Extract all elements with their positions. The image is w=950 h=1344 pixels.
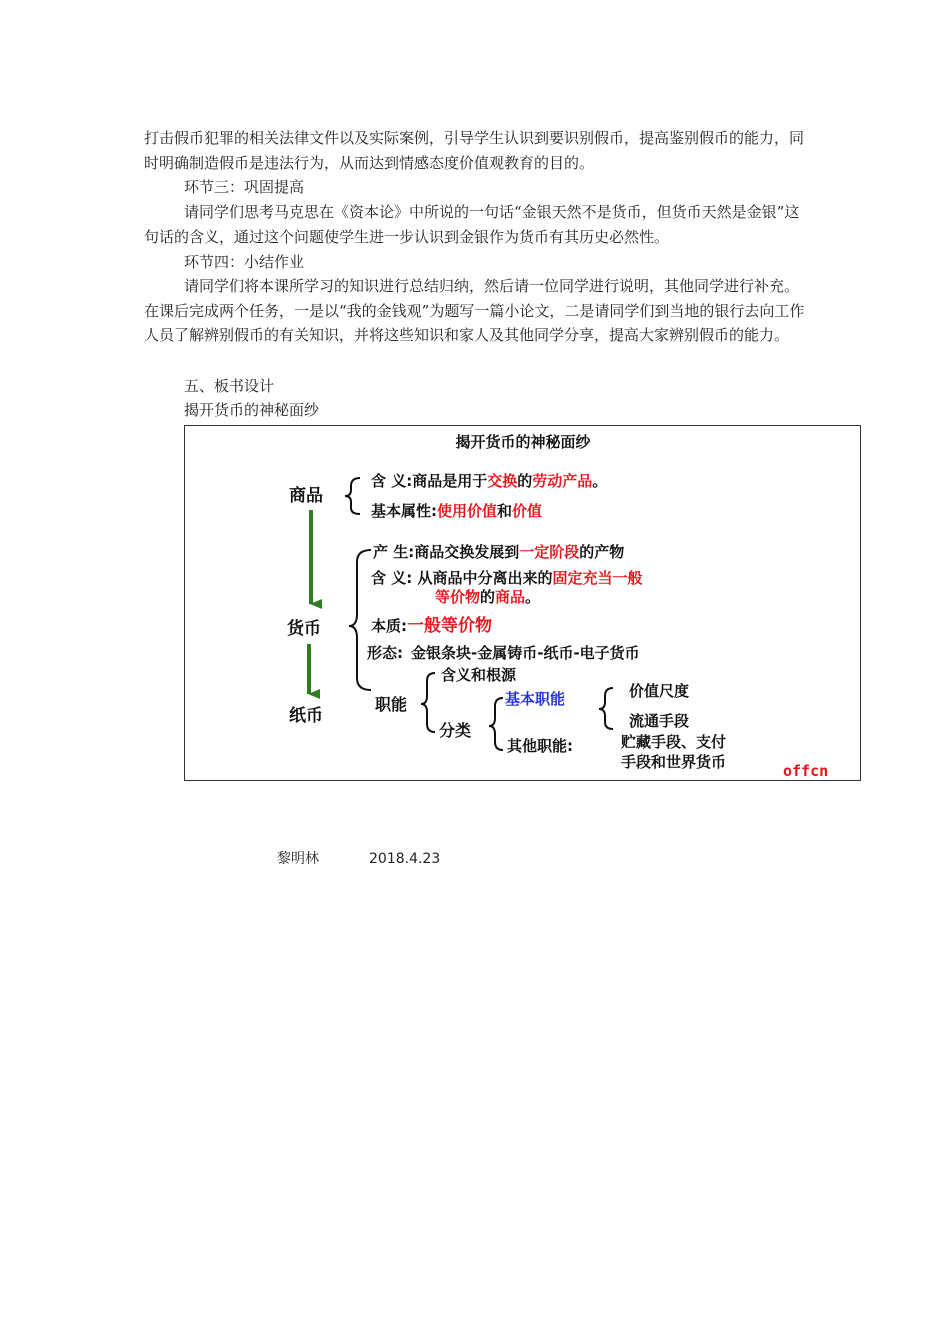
- commodity-attributes: 基本属性:使用价值和价值: [371, 502, 543, 520]
- brace-commodity: [345, 478, 360, 514]
- mind-map: [185, 426, 862, 782]
- paragraph-anti-counterfeit: 打击假币犯罪的相关法律文件以及实际案例，引导学生认识到要识别假币，提高鉴别假币的能力，同时明确制造假币是违法行为，从而达到情感态度价值观教育的目的。: [144, 129, 805, 172]
- value-measure: 价值尺度: [629, 682, 690, 700]
- signature-date: 2018.4.23: [369, 851, 441, 867]
- board-title: 揭开货币的神秘面纱: [455, 433, 591, 451]
- section-4-title: 环节四：小结作业: [184, 253, 305, 271]
- money-meaning-cont: 等价物的商品。: [435, 588, 541, 606]
- section-5-title: 五、板书设计: [184, 377, 275, 395]
- basic-functions: 基本职能: [505, 690, 566, 708]
- brace-functions: [421, 673, 435, 732]
- other-functions: 其他职能:: [507, 737, 573, 755]
- blackboard-design-diagram: [184, 425, 861, 781]
- money-essence: 本质:一般等价物: [371, 616, 493, 636]
- node-money: 货币: [287, 619, 321, 639]
- paragraph-summary-homework: 请同学们将本课所学习的知识进行总结归纳，然后请一位同学进行说明，其他同学进行补充。在课后完成两个任务，一是以“我的金钱观”为题写一篇小论文，二是请同学们到当地的银行去向工作人员了解辨别假币的有关知识，并将这些知识和家人及其他同学分享，提高大家辨别假币的能力。: [144, 277, 805, 344]
- circulation-means: 流通手段: [629, 712, 690, 730]
- section-3-title: 环节三：巩固提高: [184, 178, 305, 196]
- money-meaning: 含 义: 从商品中分离出来的固定充当一般: [371, 569, 643, 587]
- money-forms: 形态: 金银条块-金属铸币-纸币-电子货币: [367, 644, 640, 662]
- brace-basic-functions: [599, 688, 613, 729]
- other-functions-text-1: 贮藏手段、支付: [621, 733, 727, 751]
- node-paper-money: 纸币: [289, 706, 323, 726]
- function-meaning-origin: 含义和根源: [441, 666, 517, 684]
- other-functions-text-2: 手段和世界货币: [621, 753, 727, 771]
- author-name: 黎明林: [277, 851, 319, 867]
- paragraph-marx-quote: 请同学们思考马克思在《资本论》中所说的一句话“金银天然不是货币，但货币天然是金银”这句话的含义，通过这个问题使学生进一步认识到金银作为货币有其历史必然性。: [144, 203, 800, 246]
- money-origin: 产 生:商品交换发展到一定阶段的产物: [373, 543, 625, 561]
- commodity-meaning: 含 义:商品是用于交换的劳动产品。: [371, 472, 608, 490]
- offcn-watermark: offcn: [783, 762, 829, 780]
- money-functions: 职能: [375, 695, 408, 714]
- node-commodity: 商品: [289, 486, 323, 506]
- board-caption: 揭开货币的神秘面纱: [184, 401, 320, 419]
- function-classification: 分类: [439, 721, 472, 740]
- brace-money: [349, 550, 371, 690]
- brace-classification: [489, 698, 503, 750]
